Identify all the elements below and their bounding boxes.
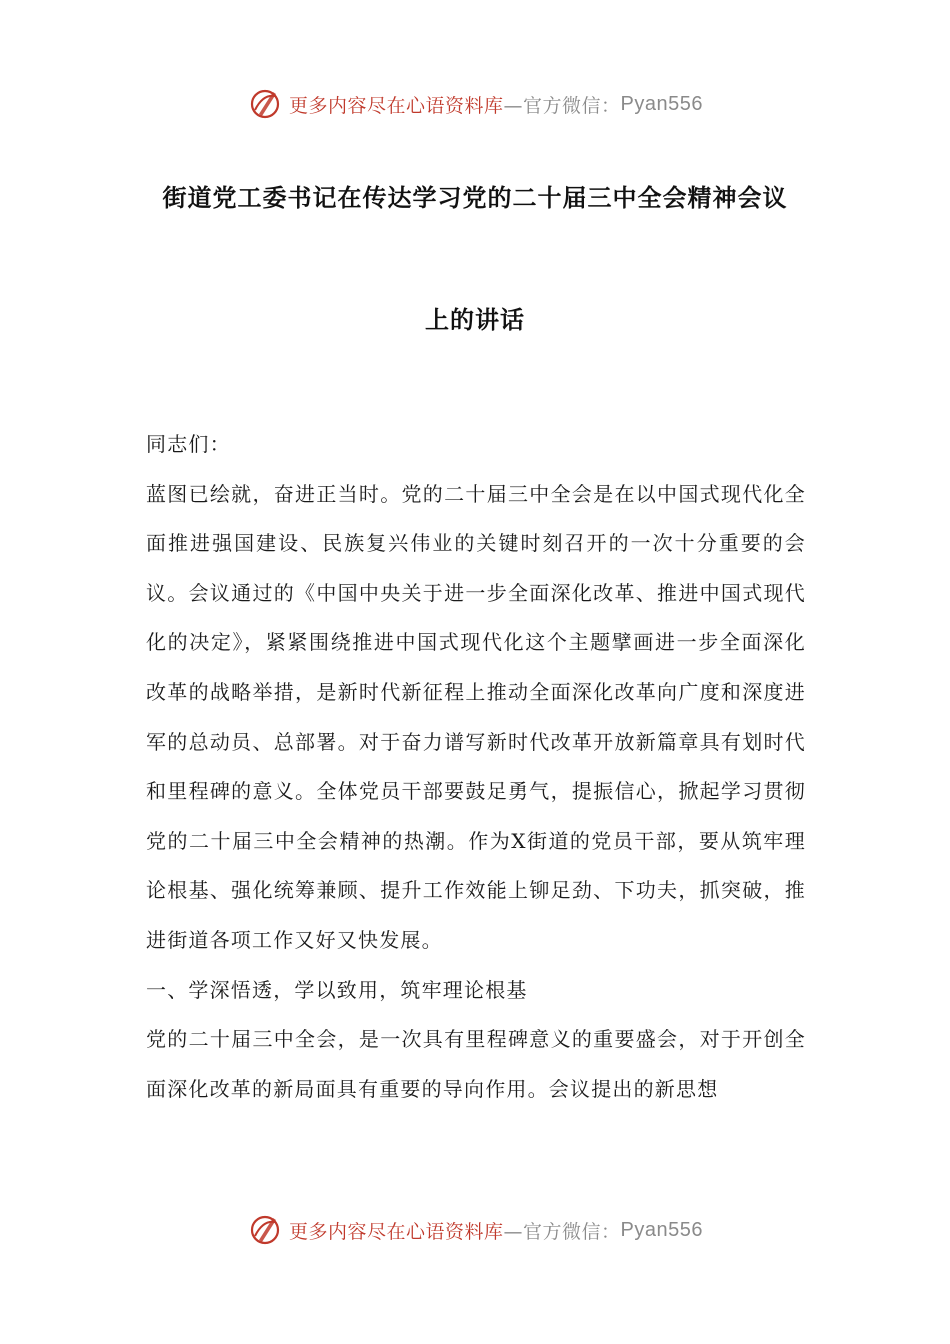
paragraph: 蓝图已绘就，奋进正当时。党的二十届三中全会是在以中国式现代化全面推进强国建设、民族复兴伟业的关键时刻召开的一次十分重要的会议。会议通过的《中国中央关于进一步全面深化改革、推进中国式现代化的决定》，紧紧围绕推进中国式现代化这个主题擘画进一步全面深化改革的战略举措，是新时代新征程上推动全面深化改革向广度和深度进军的总动员、总部署。对于奋力谱写新时代改革开放新篇章具有划时代和里程碑的意义。全体党员干部要鼓足勇气，提振信心，掀起学习贯彻党的二十届三中全会精神的热潮。作为X街道的党员干部，要从筑牢理论根基、强化统筹兼顾、提升工作效能上铆足劲、下功夫，抓突破，推进街道各项工作又好又快发展。 bbox=[146, 481, 806, 952]
pen-swirl-logo-icon bbox=[247, 1212, 283, 1248]
salutation: 同志们： bbox=[146, 432, 231, 456]
banner-main-text: 更多内容尽在心语资料库 bbox=[289, 1220, 504, 1243]
banner-separator-text: —官方微信： bbox=[503, 94, 621, 117]
pen-swirl-logo-icon bbox=[247, 86, 283, 122]
paragraph: 党的二十届三中全会，是一次具有里程碑意义的重要盛会，对于开创全面深化改革的新局面具有重要的导向作用。会议提出的新思想 bbox=[146, 1027, 806, 1101]
footer-banner bbox=[0, 1210, 950, 1250]
document-title-line-2: 上的讲话 bbox=[425, 306, 525, 334]
banner-main-text: 更多内容尽在心语资料库 bbox=[289, 94, 504, 117]
banner-wechat-id: Pyan556 bbox=[620, 92, 703, 115]
banner-separator-text: —官方微信： bbox=[503, 1220, 621, 1243]
header-banner bbox=[0, 84, 950, 124]
document-title-line-1: 街道党工委书记在传达学习党的二十届三中全会精神会议 bbox=[162, 184, 788, 212]
banner-wechat-id: Pyan556 bbox=[620, 1218, 703, 1241]
section-heading: 一、学深悟透，学以致用，筑牢理论根基 bbox=[146, 977, 528, 1002]
document-body bbox=[146, 420, 806, 1114]
